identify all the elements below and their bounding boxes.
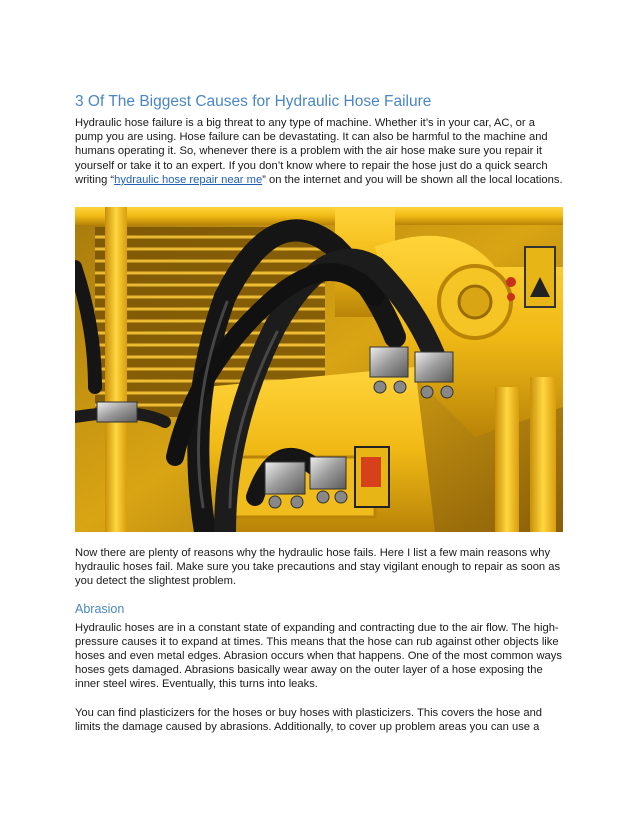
abrasion-paragraph-1: Hydraulic hoses are in a constant state of expanding and contracting due to the air flow. The high-pressure causes it to expand at times. This means that the hose can rub against other objects like hoses and even metal edges. Abrasion occurs when that happens. One of the most common ways hoses gets damaged. Abrasions basically wear away on the outer layer of a hose exposing the inner steel wires. Eventually, this turns into leaks. bbox=[75, 621, 562, 691]
article-title: 3 Of The Biggest Causes for Hydraulic Hose Failure bbox=[75, 93, 432, 110]
intro-text-after-link: ” on the internet and you will be shown all the local locations. bbox=[262, 173, 563, 186]
intro-text-before-link: Hydraulic hose failure is a big threat to any type of machine. Whether it’s in your car, AC, or a pump you are using. Hose failure can be devastating. It can also be harmful to the machine and humans operating it. So, whenever there is a problem with the air hose make sure you repair it yourself or take it to an expert. If you don’t know where to repair the hose just do a quick search writing “ bbox=[75, 117, 548, 186]
abrasion-paragraph-2: You can find plasticizers for the hoses or buy hoses with plasticizers. This covers the hose and limits the damage caused by abrasions. Additionally, to cover up problem areas you can use a bbox=[75, 706, 543, 733]
intro-paragraph bbox=[75, 116, 565, 187]
reasons-paragraph: Now there are plenty of reasons why the hydraulic hose fails. Here I list a few main reasons why hydraulic hoses fail. Make sure you take precautions and stay vigilant enough to repair as soon as you detect the slightest problem. bbox=[75, 547, 561, 588]
hydraulic-hoses-photo bbox=[75, 207, 563, 532]
article-body bbox=[75, 546, 567, 734]
abrasion-heading: Abrasion bbox=[75, 601, 125, 616]
paragraph-gap bbox=[75, 692, 567, 706]
article-intro bbox=[75, 92, 565, 187]
hydraulic-hose-repair-link[interactable]: hydraulic hose repair near me bbox=[114, 173, 263, 186]
